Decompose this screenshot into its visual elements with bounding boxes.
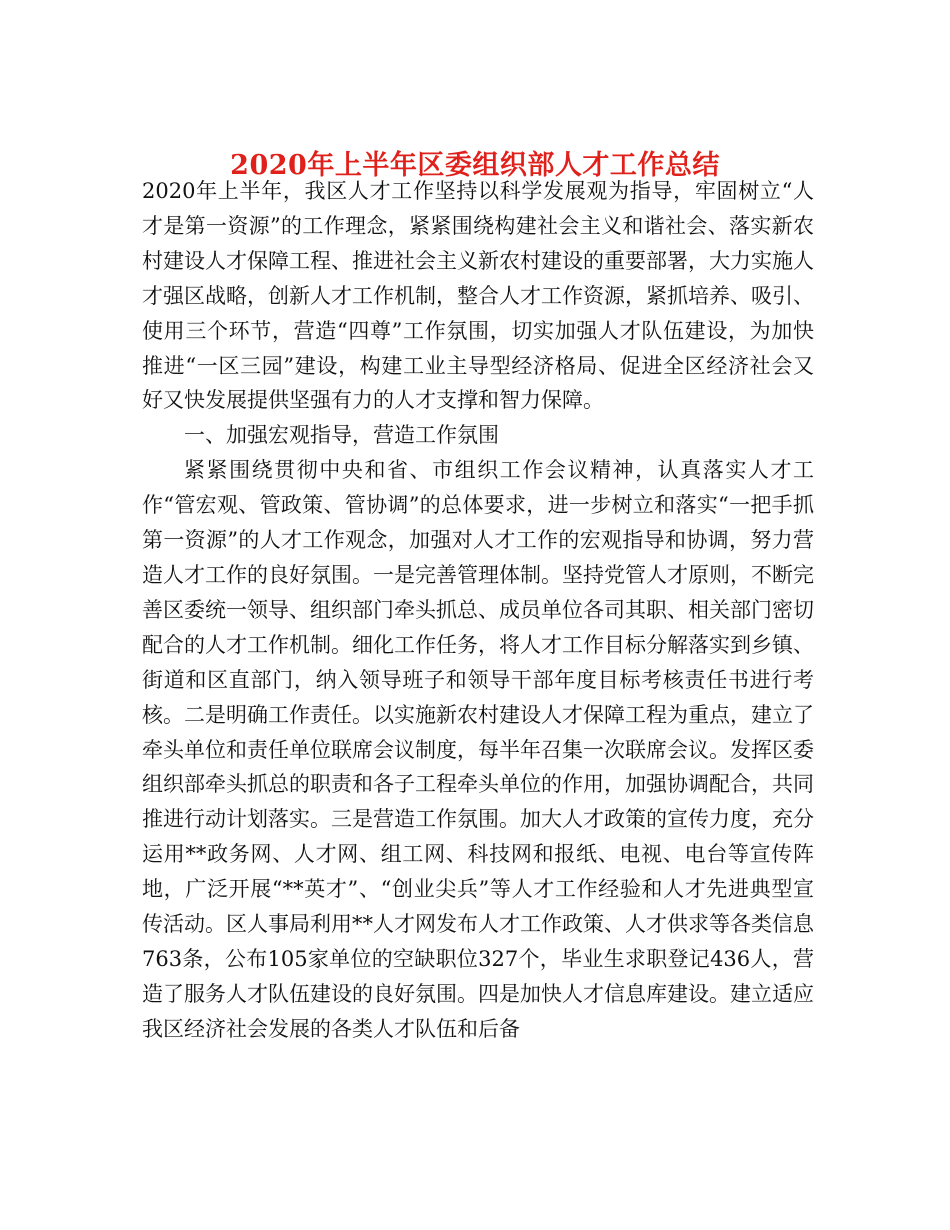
document-title: 2020年上半年区委组织部人才工作总结 [230,150,720,182]
document-body [142,174,814,1047]
paragraph-section-1: 紧紧围绕贯彻中央和省、市组织工作会议精神，认真落实人才工作“管宏观、管政策、管协调”的总体要求，进一步树立和落实“一把手抓第一资源”的人才工作观念，加强对人才工作的宏观指导和协调，努力营造人才工作的良好氛围。一是完善管理体制。坚持党管人才原则，不断完善区委统一领导、组织部门牵头抓总、成员单位各司其职、相关部门密切配合的人才工作机制。细化工作任务，将人才工作目标分解落实到乡镇、街道和区直部门，纳入领导班子和领导干部年度目标考核责任书进行考核。二是明确工作责任。以实施新农村建设人才保障工程为重点，建立了牵头单位和责任单位联席会议制度，每半年召集一次联席会议。发挥区委组织部牵头抓总的职责和各子工程牵头单位的作用，加强协调配合，共同推进行动计划落实。三是营造工作氛围。加大人才政策的宣传力度，充分运用**政务网、人才网、组工网、科技网和报纸、电视、电台等宣传阵地，广泛开展“**英才”、“创业尖兵”等人才工作经验和人才先进典型宣传活动。区人事局利用**人才网发布人才工作政策、人才供求等各类信息763条，公布105家单位的空缺职位327个，毕业生求职登记436人，营造了服务人才队伍建设的良好氛围。四是加快人才信息库建设。建立适应我区经济社会发展的各类人才队伍和后备 [142,458,814,1041]
section-heading-1: 一、加强宏观指导，营造工作氛围 [184,423,499,448]
paragraph-intro: 2020年上半年，我区人才工作坚持以科学发展观为指导，牢固树立“人才是第一资源”的工作理念，紧紧围绕构建社会主义和谐社会、落实新农村建设人才保障工程、推进社会主义新农村建设的重要部署，大力实施人才强区战略，创新人才工作机制，整合人才工作资源，紧抓培养、吸引、使用三个环节，营造“四尊”工作氛围，切实加强人才队伍建设，为加快推进“一区三园”建设，构建工业主导型经济格局、促进全区经济社会又好又快发展提供坚强有力的人才支撑和智力保障。 [142,179,814,413]
